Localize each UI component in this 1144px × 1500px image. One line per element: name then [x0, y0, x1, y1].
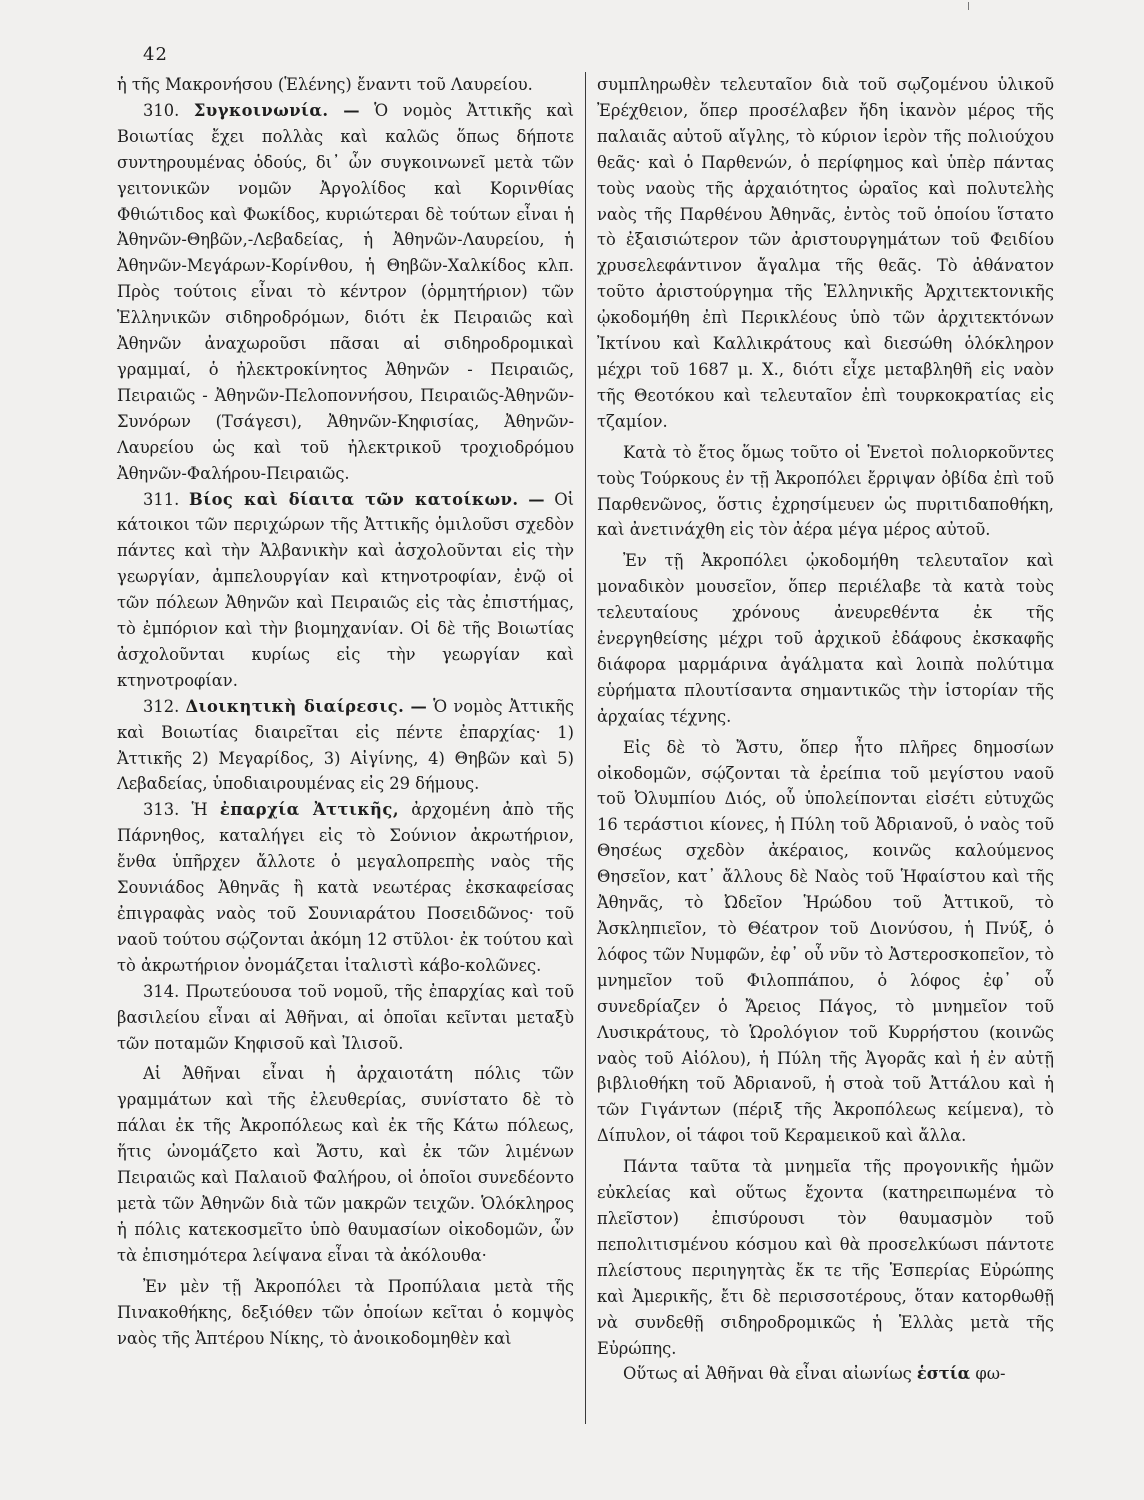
- heading-dash: —: [528, 489, 545, 509]
- column-divider: [585, 72, 586, 1424]
- section-number: 314.: [143, 981, 180, 1001]
- scan-mark: [968, 2, 969, 10]
- final-bold-word: ἑστία: [916, 1364, 971, 1384]
- section-heading: Βίος καὶ δίαιτα τῶν κατοίκων.: [188, 489, 519, 509]
- section-body: Οἱ κάτοικοι τῶν περιχώρων τῆς Ἀττικῆς ὁμιλοῦσι σχεδὸν πάντες καὶ τὴν Ἀλβανικὴν καὶ ἀσχολοῦνται εἰς τὴν γεωργίαν, ἀμπελουργίαν καὶ κτηνοτροφίαν, ἐνῷ οἱ τῶν πόλεων Ἀθηνῶν καὶ Πειραιῶς εἰς τὰς ἐπιστήμας, τὸ ἐμπόριον καὶ τὴν βιομηχανίαν. Οἱ δὲ τῆς Βοιωτίας ἀσχολοῦνται κυρίως εἰς τὴν γεωργίαν καὶ κτηνοτροφίαν.: [117, 489, 574, 690]
- paragraph-acropolis-start: Ἐν μὲν τῇ Ἀκροπόλει τὰ Προπύλαια μετὰ τῆς Πινακοθήκης, δεξιόθεν τῶν ὁποίων κεῖται ὁ κομψὸς ναὸς τῆς Ἀπτέρου Νίκης, τὸ ἀνοικοδομηθὲν καὶ: [117, 1276, 574, 1348]
- paragraph-asty: Εἰς δὲ τὸ Ἄστυ, ὅπερ ἦτο πλῆρες δημοσίων οἰκοδομῶν, σῴζονται τὰ ἐρείπια τοῦ μεγίστου ναοῦ τοῦ Ὀλυμπίου Διός, οὗ ὑπολείπονται εἰσέτι εὐτυχῶς 16 τεράστιοι κίονες, ἡ Πύλη τοῦ Ἀδριανοῦ, ὁ ναὸς τοῦ Θησέως σχεδὸν ἀκέραιος, κοινῶς καλούμενος Θησεῖον, κατ᾽ ἄλλους δὲ Ναὸς τοῦ Ἡφαίστου καὶ τῆς Ἀθηνᾶς, τὸ Ὠδεῖον Ἡρώδου τοῦ Ἀττικοῦ, τὸ Ἀσκληπιεῖον, τὸ Θέατρον τοῦ Διονύσου, ἡ Πνύξ, ὁ λόφος τῶν Νυμφῶν, ἐφ᾽ οὗ νῦν τὸ Ἀστεροσκοπεῖον, τὸ μνημεῖον τοῦ Φιλοππάπου, ὁ λόφος ἐφ᾽ οὗ συνεδρίαζεν ὁ Ἄρειος Πάγος, τὸ μνημεῖον τοῦ Λυσικράτους, τὸ Ὡρολόγιον τοῦ Κυρρήστου (κοινῶς ναὸς τοῦ Αἰόλου), ἡ Πύλη τῆς Ἀγορᾶς καὶ ἡ ἐν αὐτῇ βιβλιοθήκη τοῦ Ἀδριανοῦ, ἡ στοὰ τοῦ Ἀττάλου καὶ ἡ τῶν Γιγάντων (πέριξ τῆς Ἀκροπόλεως κείμενα), τὸ Δίπυλον, οἱ τάφοι τοῦ Κεραμεικοῦ καὶ ἄλλα.: [597, 737, 1054, 1146]
- paragraph-final: [597, 1361, 1054, 1387]
- section-body: Πρωτεύουσα τοῦ νομοῦ, τῆς ἐπαρχίας καὶ τοῦ βασιλείου εἶναι αἱ Ἀθῆναι, αἱ ὁποῖαι κεῖνται μεταξὺ τῶν ποταμῶν Κηφισοῦ καὶ Ἰλισοῦ.: [117, 981, 574, 1053]
- paragraph-acropolis-continued: συμπληρωθὲν τελευταῖον διὰ τοῦ σῳζομένου ὑλικοῦ Ἐρέχθειον, ὅπερ προσέλαβεν ἤδη ἱκανὸν μέρος τῆς παλαιᾶς αὐτοῦ αἴγλης, τὸ κύριον ἱερὸν τῆς πολιούχου θεᾶς· καὶ ὁ Παρθενών, ὁ περίφημος καὶ ὑπὲρ πάντας τοὺς ναοὺς τῆς ἀρχαιότητος ὡραῖος καὶ πολυτελὴς ναὸς τῆς Παρθένου Ἀθηνᾶς, ἐντὸς τοῦ ὁποίου ἵστατο τὸ ἐξαισιώτερον τῶν ἀριστουργημάτων τοῦ Φειδίου χρυσελεφάντινον ἄγαλμα τῆς θεᾶς. Τὸ ἀθάνατον τοῦτο ἀριστούργημα τῆς Ἑλληνικῆς Ἀρχιτεκτονικῆς ᾠκοδομήθη ἐπὶ Περικλέους ὑπὸ τῶν ἀρχιτεκτόνων Ἰκτίνου καὶ Καλλικράτους καὶ διεσώθη ὁλόκληρον μέχρι τοῦ 1687 μ. Χ., διότι εἶχε μεταβληθῆ εἰς ναὸν τῆς Θεοτόκου καὶ τελευταῖον ἐπὶ τουρκοκρατίας εἰς τζαμίον.: [597, 75, 1054, 431]
- right-column: [597, 72, 1054, 1387]
- section-body: ἀρχομένη ἀπὸ τῆς Πάρνηθος, καταλήγει εἰς τὸ Σούνιον ἀκρωτήριον, ἔνθα ὑπῆρχεν ἄλλοτε ὁ μεγαλοπρεπὴς ναὸς τῆς Σουνιάδος Ἀθηνᾶς ἢ κατὰ νεωτέρας ἐκσκαφείσας ἐπιγραφὰς ναὸς τοῦ Σουνιαράτου Ποσειδῶνος· τοῦ ναοῦ τούτου σῴζονται ἀκόμη 12 στῦλοι· ἐκ τούτου καὶ τὸ ἀκρωτήριον ὀνομάζεται ἰταλιστὶ κάβο-κολῶνες.: [117, 800, 574, 975]
- left-column: [117, 72, 574, 1351]
- section-310: [117, 98, 574, 487]
- section-number: 312.: [143, 696, 180, 716]
- page-number: 42: [143, 44, 168, 65]
- paragraph-venetians: Κατὰ τὸ ἔτος ὅμως τοῦτο οἱ Ἑνετοὶ πολιορκοῦντες τοὺς Τούρκους ἐν τῇ Ἀκροπόλει ἔρριψαν ὀβίδα ἐπὶ τοῦ Παρθενῶνος, ὅστις ἐχρησίμευεν ὡς πυριτιδαποθήκη, καὶ ἀνετινάχθη εἰς τὸν ἀέρα μέγα μέρος αὐτοῦ.: [597, 442, 1054, 540]
- final-text: Οὕτως αἱ Ἀθῆναι θὰ εἶναι αἰωνίως: [623, 1364, 912, 1384]
- heading-dash: —: [343, 100, 360, 120]
- section-heading: Διοικητικὴ διαίρεσις.: [185, 696, 405, 716]
- section-body: Ὁ νομὸς Ἀττικῆς καὶ Βοιωτίας διαιρεῖται εἰς πέντε ἐπαρχίας· 1) Ἀττικῆς 2) Μεγαρίδος, 3) Αἰγίνης, 4) Θηβῶν καὶ 5) Λεβαδείας, ὑποδιαιρουμένας εἰς 29 δήμους.: [117, 696, 574, 794]
- section-heading: Συγκοινωνία.: [193, 100, 329, 120]
- heading-dash: —: [410, 696, 427, 716]
- paragraph-museum: Ἐν τῇ Ἀκροπόλει ᾠκοδομήθη τελευταῖον καὶ μοναδικὸν μουσεῖον, ὅπερ περιέλαβε τὰ κατὰ τοὺς τελευταίους χρόνους ἀνευρεθέντα ἐκ τῆς ἐνεργηθείσης μέχρι τοῦ ἀρχικοῦ ἐδάφους ἐκσκαφῆς διάφορα μαρμάρινα ἀγάλματα καὶ λοιπὰ πολύτιμα εὑρήματα πλουτίσαντα σημαντικῶς τὴν ἱστορίαν τῆς ἀρχαίας τέχνης.: [597, 551, 1054, 726]
- section-311: [117, 487, 574, 694]
- paragraph-makronisos: ἡ τῆς Μακρονήσου (Ἑλένης) ἔναντι τοῦ Λαυρείου.: [117, 75, 533, 94]
- final-tail: φω-: [975, 1364, 1006, 1384]
- paragraph-athens: Αἱ Ἀθῆναι εἶναι ἡ ἀρχαιοτάτη πόλις τῶν γραμμάτων καὶ τῆς ἐλευθερίας, συνίστατο δὲ τὸ πάλαι ἐκ τῆς Ἀκροπόλεως καὶ ἐκ τῆς Κάτω πόλεως, ἥτις ὠνομάζετο καὶ Ἄστυ, καὶ ἐκ τῶν λιμένων Πειραιῶς καὶ Παλαιοῦ Φαλήρου, οἱ ὁποῖοι συνεδέοντο μετὰ τῶν Ἀθηνῶν διὰ τῶν μακρῶν τειχῶν. Ὁλόκληρος ἡ πόλις κατεκοσμεῖτο ὑπὸ θαυμασίων οἰκοδομῶν, ὧν τὰ ἐπισημότερα λείψανα εἶναι τὰ ἀκόλουθα·: [117, 1064, 574, 1265]
- paragraph-monuments: Πάντα ταῦτα τὰ μνημεῖα τῆς προγονικῆς ἡμῶν εὐκλείας καὶ οὕτως ἔχοντα (κατηρειπωμένα τὸ πλεῖστον) ἐπισύρουσι τὸν θαυμασμὸν τοῦ πεπολιτισμένου κόσμου καὶ θὰ προσελκύωσι πάντοτε πλείστους περιηγητὰς ἔκ τε τῆς Ἑσπερίας Εὐρώπης καὶ Ἀμερικῆς, ἔτι δὲ περισσοτέρους, ὅταν κατορθωθῇ νὰ συνδεθῇ σιδηροδρομικῶς ἡ Ἑλλὰς μετὰ τῆς Εὐρώπης.: [597, 1157, 1054, 1358]
- section-heading: ἐπαρχία Ἀττικῆς,: [219, 800, 399, 820]
- section-number: 313.: [143, 800, 180, 820]
- section-313: [117, 797, 574, 978]
- section-number: 310.: [143, 100, 180, 120]
- section-312: [117, 694, 574, 798]
- section-314: [117, 979, 574, 1057]
- section-prefix: Ἡ: [191, 800, 208, 820]
- section-number: 311.: [143, 489, 180, 509]
- section-body: Ὁ νομὸς Ἀττικῆς καὶ Βοιωτίας ἔχει πολλὰς καὶ καλῶς ὅπως δήποτε συντηρουμένας ὁδούς, δι᾽ ὧν συγκοινωνεῖ μετὰ τῶν γειτονικῶν νομῶν Ἀργολίδος καὶ Κορινθίας Φθιώτιδος καὶ Φωκίδος, κυριώτεραι δὲ τούτων εἶναι ἡ Ἀθηνῶν-Θηβῶν,-Λεβαδείας, ἡ Ἀθηνῶν-Λαυρείου, ἡ Ἀθηνῶν-Μεγάρων-Κορίνθου, ἡ Θηβῶν-Χαλκίδος κλπ. Πρὸς τούτοις εἶναι τὸ κέντρον (ὁρμητήριον) τῶν Ἑλληνικῶν σιδηροδρόμων, διότι ἐκ Πειραιῶς καὶ Ἀθηνῶν ἀναχωροῦσι πᾶσαι αἱ σιδηροδρομικαὶ γραμμαί, ὁ ἠλεκτροκίνητος Ἀθηνῶν - Πειραιῶς, Πειραιῶς - Ἀθηνῶν-Πελοποννήσου, Πειραιῶς-Ἀθηνῶν-Συνόρων (Τσάγεσι), Ἀθηνῶν-Κηφισίας, Ἀθηνῶν-Λαυρείου ὡς καὶ τοῦ ἠλεκτρικοῦ τροχιοδρόμου Ἀθηνῶν-Φαλήρου-Πειραιῶς.: [117, 100, 574, 483]
